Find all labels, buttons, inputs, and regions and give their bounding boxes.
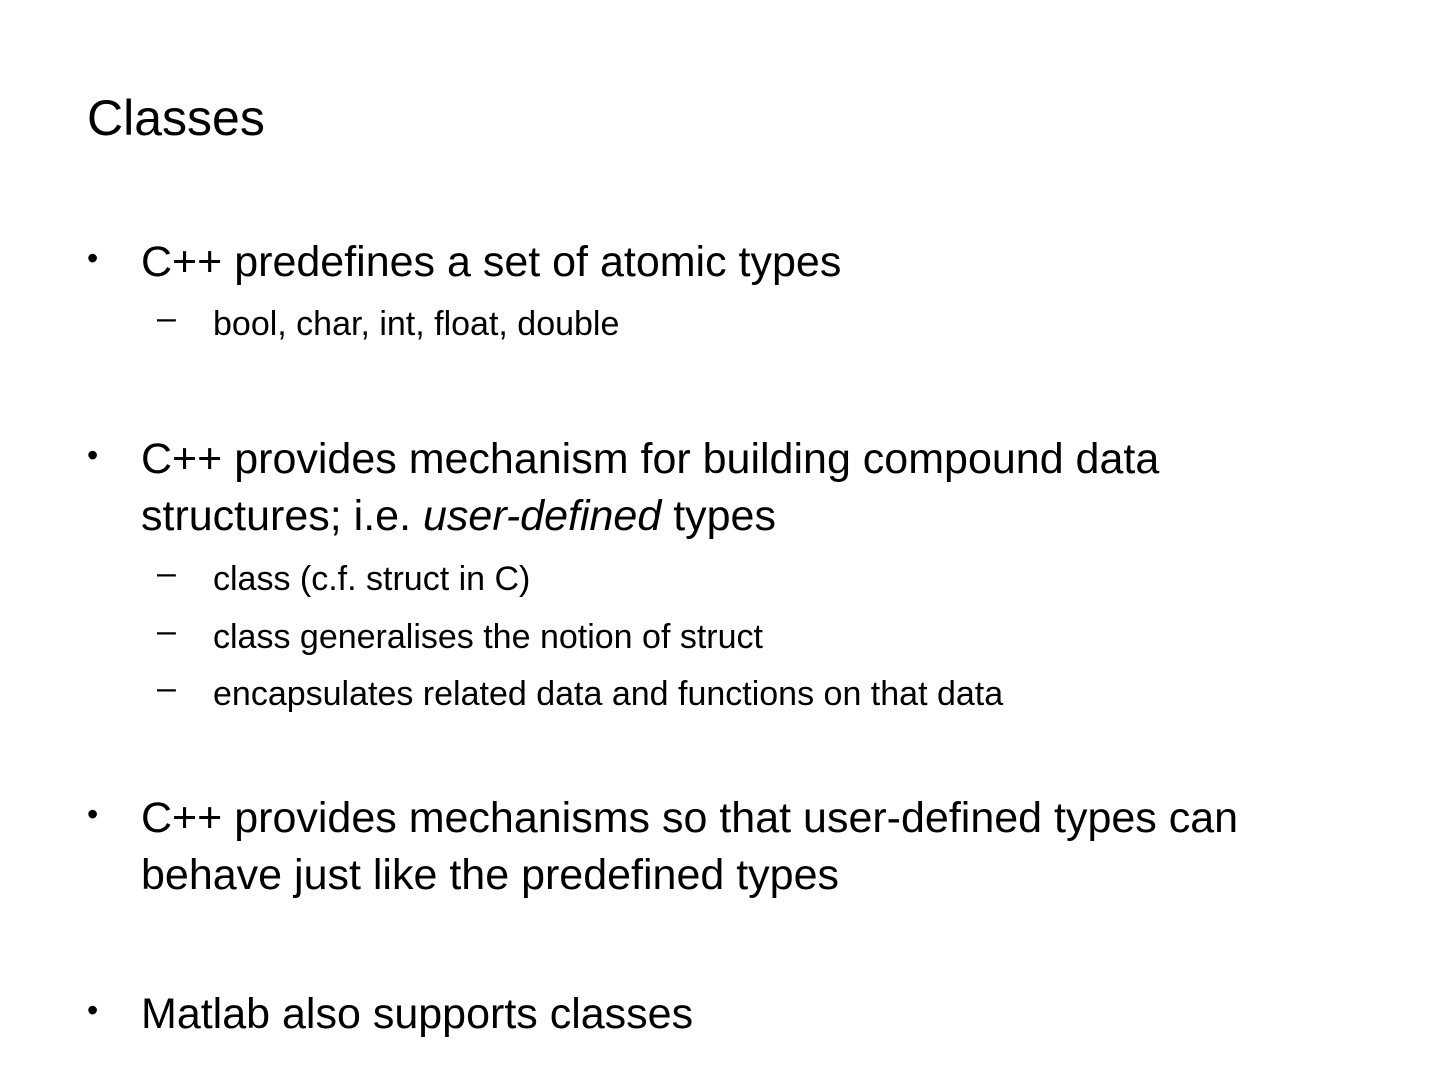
bullet-text [141, 431, 1337, 545]
dash-icon: – [157, 669, 176, 707]
bullet-text-emphasis: user-defined [422, 492, 662, 540]
sub-item-text: class generalises the notion of struct [213, 618, 763, 656]
dash-icon: – [157, 554, 176, 592]
sub-item [157, 554, 531, 599]
bullet-item [87, 431, 1337, 545]
sub-item [157, 299, 620, 344]
bullet-icon: • [87, 796, 99, 832]
bullet-icon: • [87, 992, 99, 1028]
slide-title: Classes [87, 90, 265, 146]
bullet-item [87, 234, 1337, 291]
bullet-icon: • [87, 240, 99, 276]
bullet-text-part: types [661, 492, 776, 540]
dash-icon: – [157, 299, 176, 337]
bullet-text: C++ provides mechanisms so that user-defined types can behave just like the predefined types [141, 794, 1239, 899]
bullet-item [87, 790, 1337, 904]
bullet-text-part: C++ provides mechanism for building compound data structures; i.e. [141, 435, 1160, 540]
bullet-text: C++ predefines a set of atomic types [141, 238, 842, 286]
sub-item-text: class (c.f. struct in C) [213, 560, 531, 598]
bullet-icon: • [87, 437, 99, 473]
sub-item [157, 612, 763, 657]
sub-item-text: encapsulates related data and functions on that data [213, 675, 1004, 713]
dash-icon: – [157, 612, 176, 650]
bullet-item [87, 986, 1337, 1043]
sub-item-text: bool, char, int, float, double [213, 305, 620, 343]
sub-item [157, 669, 1004, 714]
bullet-text: Matlab also supports classes [141, 990, 694, 1038]
